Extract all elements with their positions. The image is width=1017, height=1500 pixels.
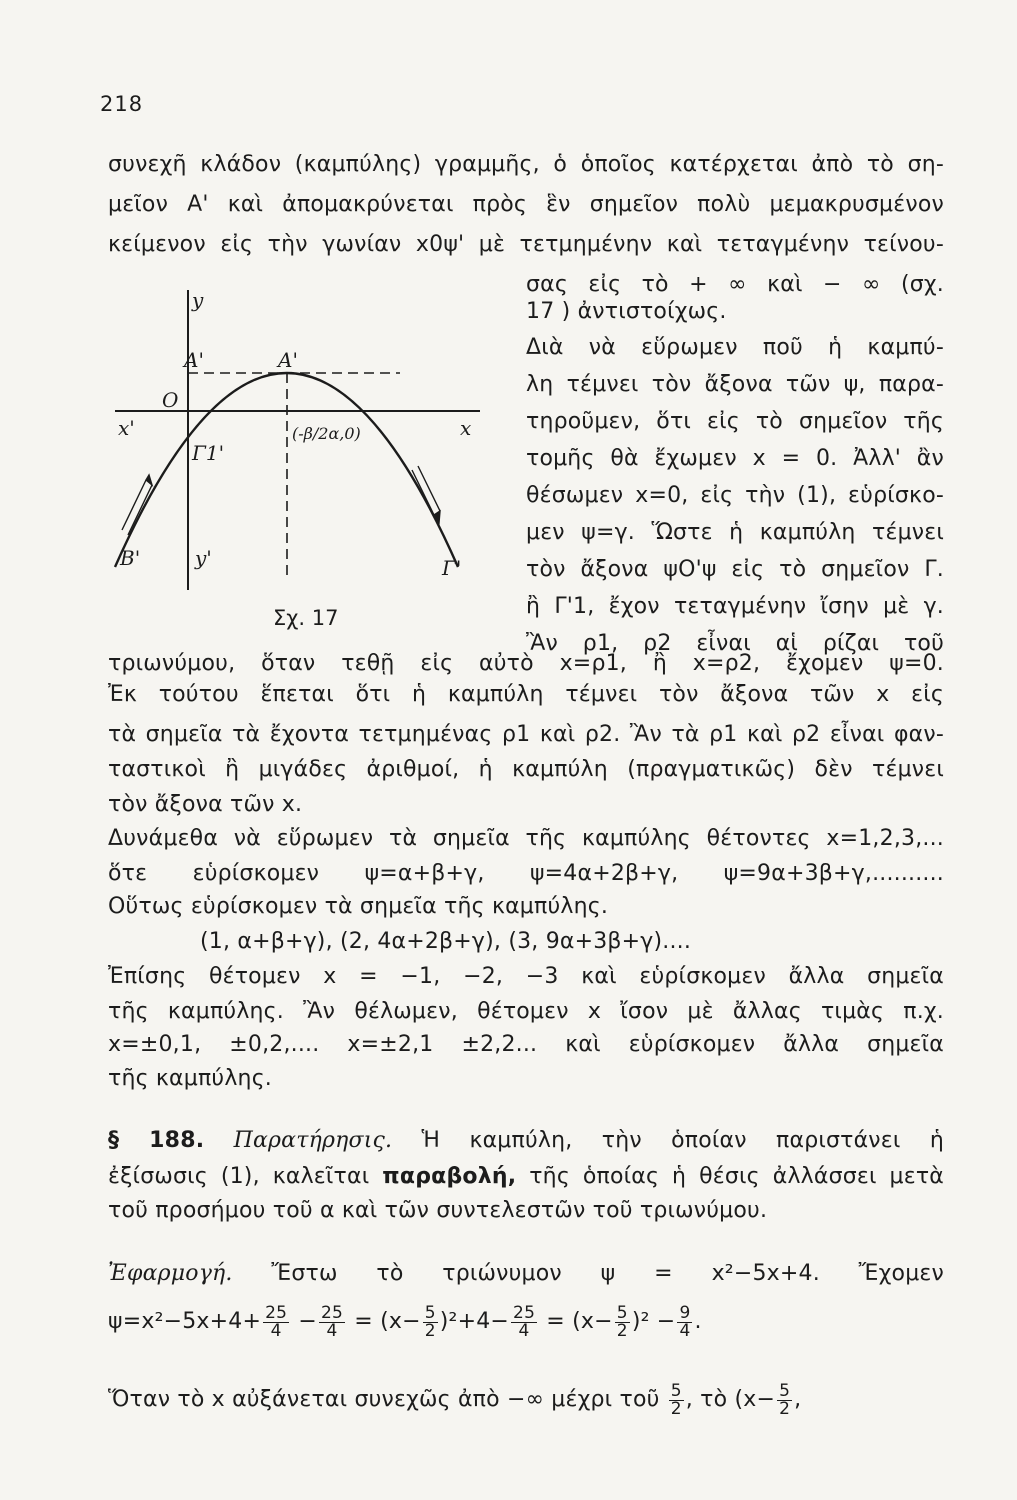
fraction-denominator: 2 [616, 1320, 628, 1341]
text-line: 17 ) ἀντιστοίχως. [526, 299, 727, 324]
fraction-denominator: 4 [326, 1320, 338, 1341]
fraction [319, 1302, 345, 1341]
fraction [511, 1302, 537, 1341]
text-line: Ἐκ τούτου ἕπεται ὅτι ἡ καμπύλη τέμνει τὸν ἄξονα τῶν x εἰς [108, 682, 944, 707]
text-line: τὰ σημεῖα τὰ ἔχοντα τετμημένας ρ1 καὶ ρ2. Ἂν τὰ ρ1 καὶ ρ2 εἶναι φαν- [108, 722, 944, 747]
page-number: 218 [100, 92, 144, 116]
fraction [615, 1302, 630, 1341]
application-line [108, 1259, 944, 1289]
text-line: ἢ Γ'1, ἔχον τεταγμένην ἴσην μὲ γ. [526, 594, 944, 619]
fraction-denominator: 2 [670, 1398, 682, 1419]
fraction [669, 1380, 684, 1419]
fraction-denominator: 4 [270, 1320, 282, 1341]
label-x-right: x [460, 416, 472, 440]
eq-part: )² − [631, 1309, 676, 1334]
fraction-denominator: 2 [779, 1398, 791, 1419]
eq-part: (x− [380, 1309, 421, 1334]
fraction-numerator: 5 [424, 1302, 436, 1323]
eq-part: (x− [734, 1387, 776, 1412]
section-188-line [108, 1126, 944, 1156]
text-line: σας εἰς τὸ + ∞ καὶ − ∞ (σχ. [526, 272, 944, 297]
parabola-figure [100, 285, 500, 600]
text-line: τηροῦμεν, ὅτι εἰς τὸ σημεῖον τῆς [526, 409, 944, 434]
section-title: Παρατήρησις. [233, 1128, 393, 1153]
text-line: θέσωμεν x=0, εἰς τὴν (1), εὑρίσκο- [526, 483, 944, 508]
fraction [677, 1302, 692, 1341]
fraction-numerator: 5 [779, 1380, 791, 1401]
label-a-left: A' [184, 348, 204, 372]
text-line: ὅτε εὑρίσκομεν ψ=α+β+γ, ψ=4α+2β+γ, ψ=9α+3β+γ,.......... [108, 861, 944, 886]
text-line: Οὕτως εὑρίσκομεν τὰ σημεῖα τῆς καμπύλης. [108, 894, 609, 919]
fraction [263, 1302, 289, 1341]
text-line: τὸν ἄξονα ψΟ'ψ εἰς τὸ σημεῖον Γ. [526, 557, 944, 582]
equation-line [108, 1300, 702, 1344]
eq-part: = [354, 1309, 373, 1334]
eq-part: Ὅταν τὸ x αὐξάνεται συνεχῶς ἀπὸ −∞ μέχρι τοῦ [108, 1387, 660, 1412]
arrow-left [122, 475, 152, 535]
application-text: Ἔστω τὸ τριώνυμον ψ = x²−5x+4. Ἔχομεν [271, 1261, 944, 1286]
text-line: Ἂν ρ1, ρ2 εἶναι αἱ ρίζαι τοῦ [526, 631, 944, 656]
eq-part: (x− [572, 1309, 613, 1334]
text-line: συνεχῆ κλάδον (καμπύλης) γραμμῆς, ὁ ὁποῖος κατέρχεται ἀπὸ τὸ ση- [108, 152, 944, 177]
label-x-left: x' [118, 416, 135, 440]
label-y-bottom: y' [195, 546, 212, 570]
text-line: τῆς καμπύλης. [108, 1066, 273, 1091]
fraction-numerator: 9 [679, 1302, 691, 1323]
text-line: Δυνάμεθα νὰ εὕρωμεν τὰ σημεῖα τῆς καμπύλης θέτοντες x=1,2,3,... [108, 826, 944, 851]
text-line: μεν ψ=γ. Ὥστε ἡ καμπύλη τέμνει [526, 520, 944, 545]
fraction [423, 1302, 438, 1341]
fraction-numerator: 25 [513, 1302, 536, 1323]
text-line: τριωνύμου, ὅταν τεθῇ εἰς αὐτὸ x=ρ1, ἢ x=ρ2, ἔχομεν ψ=0. [108, 651, 944, 676]
label-gamma: Γ' [442, 556, 462, 580]
eq-part: − [298, 1309, 317, 1334]
eq-part: = [546, 1309, 565, 1334]
label-y: y [192, 288, 204, 312]
equation-line [108, 1378, 801, 1422]
figure-caption: Σχ. 17 [273, 606, 339, 630]
text-line: τὸν ἄξονα τῶν x. [108, 792, 303, 817]
text-line: Διὰ νὰ εὕρωμεν ποῦ ἡ καμπύ- [526, 335, 944, 360]
eq-part: , τὸ [685, 1387, 728, 1412]
fraction-numerator: 5 [616, 1302, 628, 1323]
label-o: O [162, 388, 179, 412]
application-title: Ἐφαρμογή. [108, 1261, 233, 1286]
label-gamma1: Γ1' [192, 441, 225, 465]
fraction [777, 1380, 792, 1419]
fraction-denominator: 4 [679, 1320, 691, 1341]
parabola-term: παραβολή, [382, 1164, 517, 1189]
eq-part: , [794, 1387, 802, 1412]
text-line: λη τέμνει τὸν ἄξονα τῶν ψ, παρα- [526, 372, 944, 397]
fraction-denominator: 2 [424, 1320, 436, 1341]
section-text: Ἡ καμπύλη, τὴν ὁποίαν παριστάνει ἡ [421, 1128, 944, 1153]
fraction-numerator: 25 [265, 1302, 288, 1323]
text-line: μεῖον Α' καὶ ἀπομακρύνεται πρὸς ἓν σημεῖον πολὺ μεμακρυσμένον [108, 192, 944, 217]
eq-part: )²+4− [439, 1309, 510, 1334]
fraction-numerator: 5 [670, 1380, 682, 1401]
text-span: τῆς ὁποίας ἡ θέσις ἀλλάσσει μετὰ [529, 1164, 944, 1189]
fraction-denominator: 4 [518, 1320, 530, 1341]
label-a-top: A' [278, 348, 298, 372]
text-line: τοῦ προσήμου τοῦ α καὶ τῶν συντελεστῶν τοῦ τριωνύμου. [108, 1198, 768, 1223]
text-line: τῆς καμπύλης. Ἂν θέλωμεν, θέτομεν x ἴσον μὲ ἄλλας τιμὰς π.χ. [108, 999, 944, 1024]
text-line: x=±0,1, ±0,2,.... x=±2,1 ±2,2... καὶ εὑρίσκομεν ἄλλα σημεῖα [108, 1032, 944, 1057]
eq-part: ψ=x²−5x+4+ [108, 1309, 262, 1334]
text-span: ἐξίσωσις (1), καλεῖται [108, 1164, 370, 1189]
label-root: (-β/2α,0) [292, 424, 361, 443]
text-line: (1, α+β+γ), (2, 4α+2β+γ), (3, 9α+3β+γ).... [200, 929, 692, 954]
text-line: τομῆς θὰ ἔχωμεν x = 0. Ἀλλ' ἂν [526, 446, 944, 471]
text-line: κείμενον εἰς τὴν γωνίαν x0ψ' μὲ τετμημένην καὶ τεταγμένην τείνου- [108, 232, 944, 257]
eq-part: . [694, 1309, 702, 1334]
text-line: ταστικοὶ ἢ μιγάδες ἀριθμοί, ἡ καμπύλη (πραγματικῶς) δὲν τέμνει [108, 757, 944, 782]
label-b: B' [120, 546, 141, 570]
arrow-right [412, 466, 440, 523]
text-line [108, 1162, 944, 1192]
text-line: Ἐπίσης θέτομεν x = −1, −2, −3 καὶ εὑρίσκομεν ἄλλα σημεῖα [108, 964, 944, 989]
section-number: § 188. [108, 1128, 205, 1153]
fraction-numerator: 25 [321, 1302, 344, 1323]
